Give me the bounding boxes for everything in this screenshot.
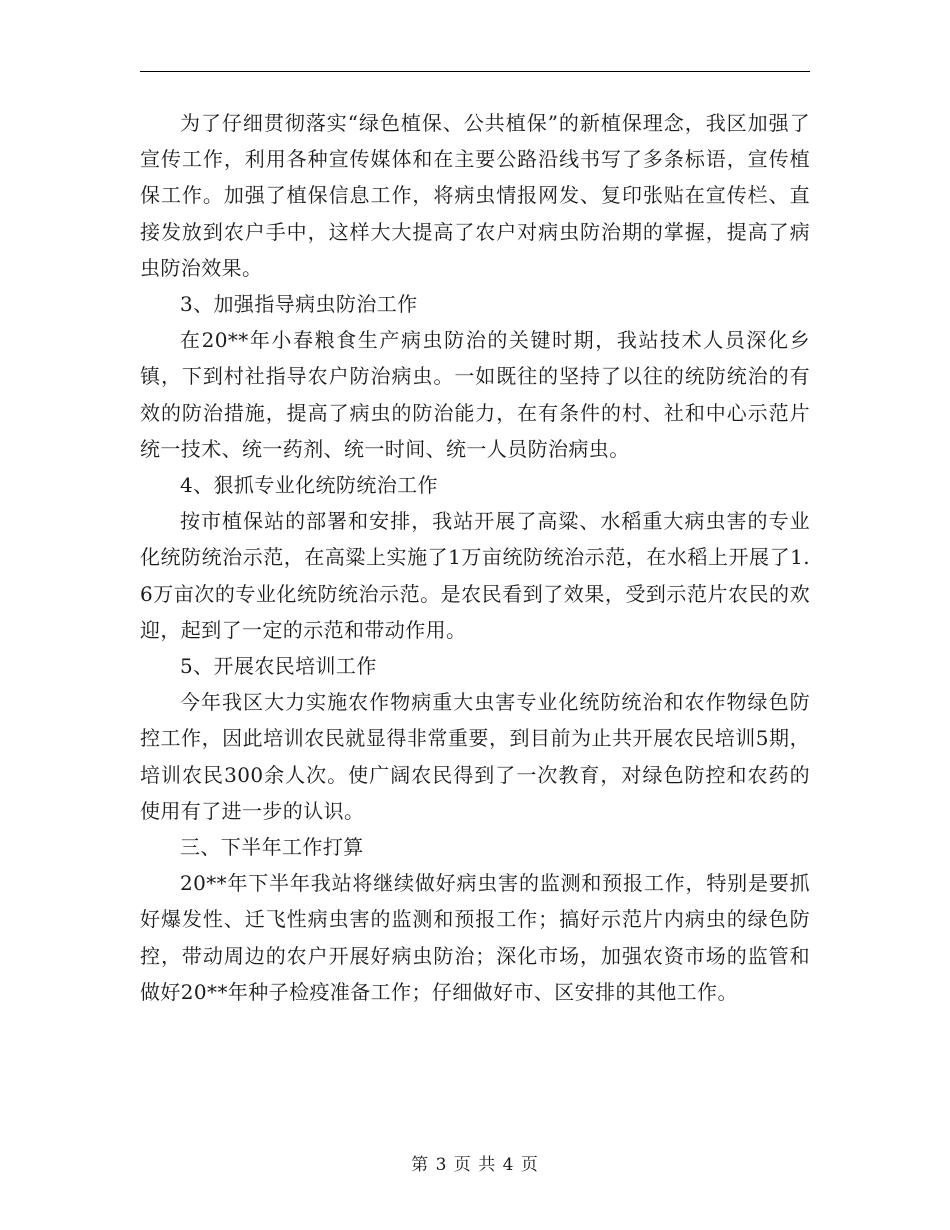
paragraph-publicity: 为了仔细贯彻落实“绿色植保、公共植保”的新植保理念，我区加强了宣传工作，利用各种宣传媒体和在主要公路沿线书写了多条标语，宣传植保工作。加强了植保信息工作，将病虫情报网发、复印张贴在宣传栏、直接发放到农户手中，这样大大提高了农户对病虫防治期的掌握，提高了病虫防治效果。 bbox=[140, 111, 810, 280]
paragraph-specialized-control: 按市植保站的部署和安排，我站开展了高粱、水稻重大病虫害的专业化统防统治示范，在高粱上实施了1万亩统防统治示范，在水稻上开展了1.6万亩次的专业化统防统治示范。是农民看到了效果，受到示范片农民的欢迎，起到了一定的示范和带动作用。 bbox=[140, 509, 810, 642]
section-heading-3: 3、加强指导病虫防治工作 bbox=[180, 292, 418, 317]
page-number-footer: 第 3 页 共 4 页 bbox=[411, 1155, 539, 1175]
section-heading-4: 4、狠抓专业化统防统治工作 bbox=[180, 473, 438, 498]
document-body bbox=[140, 105, 810, 1010]
section-heading-plan: 三、下半年工作打算 bbox=[180, 835, 364, 860]
paragraph-guidance: 在20**年小春粮食生产病虫防治的关键时期，我站技术人员深化乡镇，下到村社指导农户防治病虫。一如既往的坚持了以往的统防统治的有效的防治措施，提高了病虫的防治能力，在有条件的村、社和中心示范片统一技术、统一药剂、统一时间、统一人员防治病虫。 bbox=[140, 328, 810, 461]
paragraph-farmer-training: 今年我区大力实施农作物病重大虫害专业化统防统治和农作物绿色防控工作，因此培训农民就显得非常重要，到目前为止共开展农民培训5期，培训农民300余人次。使广阔农民得到了一次教育，对绿色防控和农药的使用有了进一步的认识。 bbox=[140, 690, 810, 823]
header-rule bbox=[140, 71, 810, 72]
paragraph-second-half-plan: 20**年下半年我站将继续做好病虫害的监测和预报工作，特别是要抓好爆发性、迁飞性病虫害的监测和预报工作；搞好示范片内病虫的绿色防控，带动周边的农户开展好病虫防治；深化市场，加强农资市场的监管和做好20**年种子检疫准备工作；仔细做好市、区安排的其他工作。 bbox=[140, 871, 810, 1004]
section-heading-5: 5、开展农民培训工作 bbox=[180, 654, 377, 679]
